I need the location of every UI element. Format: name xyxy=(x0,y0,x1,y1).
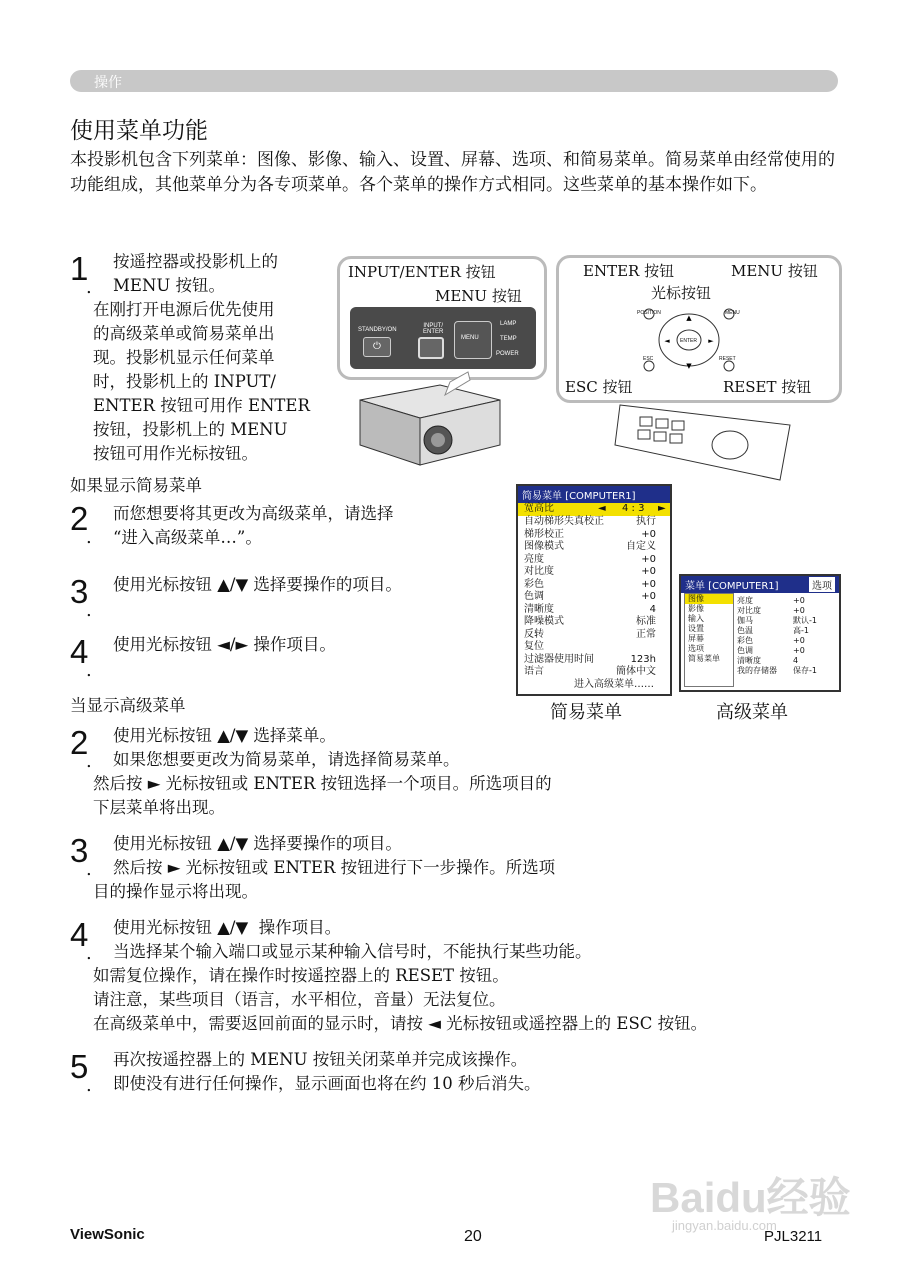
watermark-url: jingyan.baidu.com xyxy=(672,1218,777,1233)
easy-menu-row[interactable] xyxy=(518,554,670,567)
advanced-menu-row-label: 对比度 xyxy=(737,606,761,615)
easy-menu-row[interactable] xyxy=(518,641,670,654)
reset-small-text: RESET xyxy=(719,356,736,362)
advanced-menu-row[interactable] xyxy=(737,596,835,606)
step-dot: . xyxy=(86,859,92,880)
easy-menu-row-label: 过滤器使用时间 xyxy=(524,653,594,665)
easy-menu-row[interactable] xyxy=(518,604,670,617)
advanced-heading: 当显示高级菜单 xyxy=(70,696,186,715)
advanced-menu-row-value: +0 xyxy=(793,636,805,645)
advanced-menu-right xyxy=(737,596,835,676)
easy-step-2-number: 2 xyxy=(70,500,89,537)
advanced-menu-item[interactable]: 简易菜单 xyxy=(688,654,720,663)
easy-menu-row-value: 123h xyxy=(630,653,656,665)
svg-text:▼: ▼ xyxy=(686,362,692,370)
easy-menu-rows xyxy=(518,516,670,679)
remote-illustration xyxy=(610,395,810,485)
standby-text: STANDBY/ON xyxy=(358,327,397,333)
easy-menu-row[interactable] xyxy=(518,616,670,629)
easy-menu-row-label: 语言 xyxy=(524,666,544,677)
advanced-menu-left xyxy=(684,593,734,687)
step-1-sub: 在刚打开电源后优先使用 的高级菜单或简易菜单出 现。投影机显示任何菜单 时，投影机上的 INPUT/ ENTER 按钮可用作 ENTER 按钮，投影机上的 MENU 按钮可用作光标按钮。 xyxy=(93,300,310,463)
easy-menu-row[interactable] xyxy=(518,591,670,604)
enter-label: ENTER 按钮 xyxy=(583,262,675,280)
advanced-menu-row[interactable] xyxy=(737,606,835,616)
easy-menu-row-value: +0 xyxy=(641,553,656,565)
advanced-menu-left-list xyxy=(685,594,733,664)
easy-menu-row-value: 自定义 xyxy=(626,541,656,552)
control-panel xyxy=(350,307,536,369)
projector-panel-callout xyxy=(337,256,547,380)
easy-step-3-number: 3 xyxy=(70,573,89,610)
easy-menu-row[interactable] xyxy=(518,516,670,529)
adv-step-2-number: 2 xyxy=(70,724,89,761)
section-bar xyxy=(70,70,838,92)
enter-small-text: ENTER xyxy=(680,338,697,344)
easy-menu-row-label: 自动梯形失真校正 xyxy=(524,516,604,527)
watermark-logo: Baidu经验 xyxy=(650,1174,851,1221)
step-dot: . xyxy=(86,943,92,964)
step-dot: . xyxy=(86,277,92,298)
easy-menu-row-value: +0 xyxy=(641,578,656,590)
easy-menu-row-value: 标准 xyxy=(636,616,656,627)
advanced-menu-row[interactable] xyxy=(737,646,835,656)
easy-menu-row[interactable] xyxy=(518,579,670,592)
standby-button[interactable]: ⏻ xyxy=(363,337,391,357)
advanced-menu-row-label: 彩色 xyxy=(737,636,753,645)
selected-label: 宽高比 xyxy=(524,503,554,514)
easy-menu-row-value: +0 xyxy=(641,566,656,577)
step-1-text: 按遥控器或投影机上的 MENU 按钮。 xyxy=(113,252,278,295)
easy-menu xyxy=(516,484,672,696)
projector-illustration xyxy=(350,370,510,470)
easy-menu-caption: 简易菜单 xyxy=(550,702,622,723)
adv-step-3-text: 使用光标按钮 ▲/▼ 选择要操作的项目。 然后按 ► 光标按钮或 ENTER 按钮进行下一步操作。所选项 xyxy=(113,834,556,877)
advanced-menu-row[interactable] xyxy=(737,626,835,636)
step-dot: . xyxy=(86,600,92,621)
advanced-menu xyxy=(679,574,841,692)
advanced-menu-row[interactable] xyxy=(737,616,835,626)
easy-menu-row[interactable] xyxy=(518,541,670,554)
advanced-menu-row-value: +0 xyxy=(793,646,805,655)
easy-menu-row-label: 亮度 xyxy=(524,553,544,565)
advanced-menu-item[interactable]: 屏幕 xyxy=(688,634,704,643)
reset-label: RESET 按钮 xyxy=(723,378,812,396)
easy-menu-row-label: 彩色 xyxy=(524,578,544,590)
step-dot: . xyxy=(86,1075,92,1096)
menu-cursor-pad[interactable] xyxy=(454,321,492,359)
easy-menu-row-value: 4 xyxy=(649,603,656,615)
easy-menu-row-value: +0 xyxy=(641,591,656,602)
model-number: PJL3211 xyxy=(764,1228,823,1245)
menu-label-remote: MENU 按钮 xyxy=(731,262,818,280)
easy-step-4-number: 4 xyxy=(70,633,89,670)
easy-menu-row-value: +0 xyxy=(641,528,656,540)
page-number: 20 xyxy=(464,1228,482,1245)
easy-menu-row-label: 图像模式 xyxy=(524,541,564,552)
advanced-menu-item[interactable]: 设置 xyxy=(688,624,704,633)
easy-menu-row[interactable] xyxy=(518,666,670,679)
advanced-menu-item[interactable]: 影像 xyxy=(688,604,704,613)
selected-value: 4 : 3 xyxy=(622,503,645,514)
menu-small-remote: MENU xyxy=(725,310,740,316)
menu-small-text: MENU xyxy=(461,335,479,341)
easy-menu-row-label: 清晰度 xyxy=(524,603,554,615)
easy-menu-row-label: 反转 xyxy=(524,628,544,640)
adv-step-2-text: 使用光标按钮 ▲/▼ 选择菜单。 如果您想要更改为简易菜单，请选择简易菜单。 xyxy=(113,726,460,769)
advanced-menu-item[interactable]: 输入 xyxy=(688,614,704,623)
esc-small-text: ESC xyxy=(643,356,654,362)
left-arrow-icon: ◄ xyxy=(598,503,606,514)
advanced-menu-row-label: 清晰度 xyxy=(737,656,761,665)
advanced-menu-item[interactable]: 图像 xyxy=(685,594,733,604)
advanced-menu-row[interactable] xyxy=(737,636,835,646)
step-dot: . xyxy=(86,660,92,681)
esc-label: ESC 按钮 xyxy=(565,378,633,396)
easy-menu-row-value: 执行 xyxy=(636,516,656,527)
easy-menu-row-label: 复位 xyxy=(524,641,544,652)
advanced-menu-row-value: 高-1 xyxy=(793,626,809,635)
remote-callout xyxy=(556,255,842,403)
brand: ViewSonic xyxy=(70,1226,145,1243)
adv-step-3-sub: 目的操作显示将出现。 xyxy=(93,882,258,901)
input-text: INPUT/ ENTER xyxy=(423,323,444,335)
right-arrow-icon: ► xyxy=(658,503,666,514)
adv-step-2-sub: 然后按 ► 光标按钮或 ENTER 按钮选择一个项目。所选项目的 下层菜单将出现。 xyxy=(93,774,552,817)
power-text: POWER xyxy=(496,351,519,357)
easy-menu-row[interactable] xyxy=(518,529,670,542)
easy-menu-row-value: 正常 xyxy=(636,628,656,640)
advanced-menu-row-label: 亮度 xyxy=(737,596,753,605)
easy-menu-row[interactable] xyxy=(518,629,670,642)
easy-menu-row[interactable] xyxy=(518,566,670,579)
cursor-label: 光标按钮 xyxy=(651,284,712,302)
easy-menu-row-value: 簡体中文 xyxy=(616,666,656,677)
input-enter-button[interactable] xyxy=(418,337,444,359)
advanced-menu-row[interactable] xyxy=(737,656,835,666)
advanced-menu-caption: 高级菜单 xyxy=(716,702,788,723)
step-dot: . xyxy=(86,751,92,772)
easy-menu-row[interactable] xyxy=(518,654,670,667)
svg-text:▲: ▲ xyxy=(686,314,692,322)
easy-menu-title: 简易菜单 [COMPUTER1] xyxy=(518,486,670,503)
input-enter-label: INPUT/ENTER 按钮 xyxy=(348,263,496,281)
intro-paragraph: 本投影机包含下列菜单：图像、影像、输入、设置、屏幕、选项、和简易菜单。简易菜单由经常使用的功能组成，其他菜单分为各专项菜单。各个菜单的操作方式相同。这些菜单的基本操作如下。 xyxy=(70,150,835,195)
easy-step-3-text: 使用光标按钮 ▲/▼ 选择要操作的项目。 xyxy=(113,575,402,594)
menu-label: MENU 按钮 xyxy=(435,287,522,305)
easy-menu-row-label: 对比度 xyxy=(524,566,554,577)
easy-step-2-text: 而您想要将其更改为高级菜单，请选择 “进入高级菜单…”。 xyxy=(113,504,394,547)
adv-step-5-text: 再次按遥控器上的 MENU 按钮关闭菜单并完成该操作。 即使没有进行任何操作，显示画面也将在约 10 秒后消失。 xyxy=(113,1050,541,1093)
adv-step-4-number: 4 xyxy=(70,916,89,953)
easy-menu-selected-row[interactable] xyxy=(518,503,670,516)
advanced-menu-row-label: 色温 xyxy=(737,626,753,635)
advanced-menu-row-value: 默认-1 xyxy=(793,616,817,625)
advanced-menu-title xyxy=(681,576,839,593)
easy-step-4-text: 使用光标按钮 ◄/► 操作项目。 xyxy=(113,635,336,654)
easy-menu-row-label: 梯形校正 xyxy=(524,528,564,540)
section-label: 操作 xyxy=(94,75,122,91)
step-1-number: 1 xyxy=(70,250,89,287)
advanced-menu-row-value: +0 xyxy=(793,606,805,615)
advanced-menu-row-value: 4 xyxy=(793,656,799,665)
advanced-menu-row-value: +0 xyxy=(793,596,805,605)
advanced-menu-row-label: 伽马 xyxy=(737,616,753,625)
adv-step-3-number: 3 xyxy=(70,832,89,869)
svg-text:►: ► xyxy=(708,337,714,345)
page-title: 使用菜单功能 xyxy=(70,118,208,144)
advanced-menu-row-label: 色调 xyxy=(737,646,753,655)
step-dot: . xyxy=(86,527,92,548)
advanced-menu-item[interactable]: 选项 xyxy=(688,644,704,653)
option-tab[interactable]: 选项 xyxy=(809,577,835,592)
easy-heading: 如果显示简易菜单 xyxy=(70,476,202,495)
adv-step-4-sub: 如需复位操作，请在操作时按遥控器上的 RESET 按钮。 请注意，某些项目（语言，水平相位，音量）无法复位。 在高级菜单中，需要返回前面的显示时，请按 ◄ 光标按钮或遥控器上的 ESC 按钮。 xyxy=(93,966,708,1033)
adv-step-4-text: 使用光标按钮 ▲/▼ 操作项目。 当选择某个输入端口或显示某种输入信号时，不能执行某些功能。 xyxy=(113,918,592,961)
svg-text:◄: ◄ xyxy=(664,337,670,345)
advanced-menu-row-label: 我的存储器 xyxy=(737,666,777,675)
easy-menu-row-label: 降噪模式 xyxy=(524,616,564,627)
adv-step-5-number: 5 xyxy=(70,1048,89,1085)
advanced-menu-row-value: 保存-1 xyxy=(793,666,817,675)
advanced-link[interactable]: 进入高级菜单…… xyxy=(574,678,654,690)
easy-menu-row-label: 色调 xyxy=(524,591,544,602)
advanced-menu-row[interactable] xyxy=(737,666,835,676)
temp-text: TEMP xyxy=(500,336,517,342)
advanced-menu-title-text: 菜单 [COMPUTER1] xyxy=(685,581,779,592)
position-text: POSITION xyxy=(637,310,661,316)
lamp-text: LAMP xyxy=(500,321,517,327)
